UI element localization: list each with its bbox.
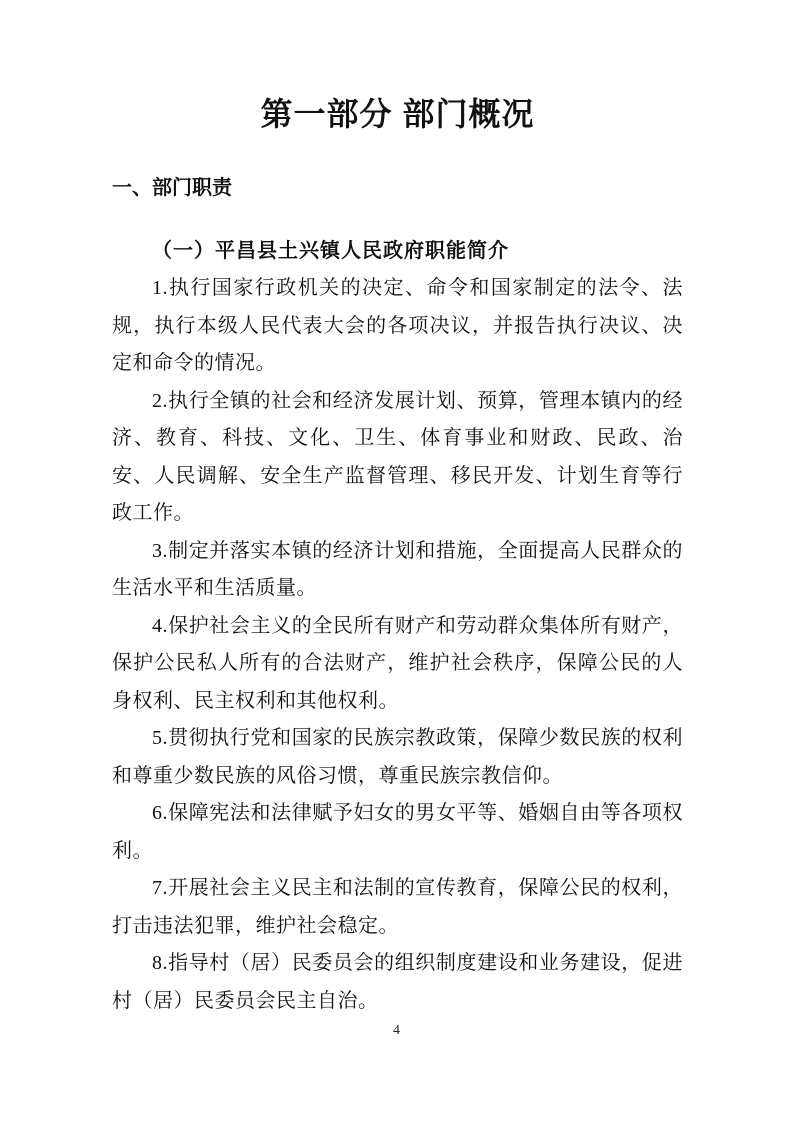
body-paragraph-7: 7.开展社会主义民主和法制的宣传教育，保障公民的权利，打击违法犯罪，维护社会稳定。 (112, 877, 683, 937)
body-paragraph-8: 8.指导村（居）民委员会的组织制度建设和业务建设，促进村（居）民委员会民主自治。 (112, 952, 683, 1012)
body-paragraph-4: 4.保护社会主义的全民所有财产和劳动群众集体所有财产，保护公民私人所有的合法财产，维护社会秩序，保障公民的人身权利、民主权利和其他权利。 (112, 614, 683, 712)
page-number: 4 (393, 1023, 400, 1038)
body-paragraph-6: 6.保障宪法和法律赋予妇女的男女平等、婚姻自由等各项权利。 (112, 802, 683, 862)
section-heading: 一、部门职责 (112, 177, 232, 199)
body-paragraph-2: 2.执行全镇的社会和经济发展计划、预算，管理本镇内的经济、教育、科技、文化、卫生、体育事业和财政、民政、治安、人民调解、安全生产监督管理、移民开发、计划生育等行政工作。 (112, 389, 683, 524)
body-paragraph-1: 1.执行国家行政机关的决定、命令和国家制定的法令、法规，执行本级人民代表大会的各项决议，并报告执行决议、决定和命令的情况。 (112, 277, 683, 374)
document-title: 第一部分 部门概况 (260, 96, 535, 132)
body-paragraph-5: 5.贯彻执行党和国家的民族宗教政策，保障少数民族的权利和尊重少数民族的风俗习惯，尊重民族宗教信仰。 (112, 727, 683, 787)
subsection-heading: （一）平昌县土兴镇人民政府职能简介 (152, 240, 509, 262)
document-content (112, 0, 683, 1020)
body-paragraph-3: 3.制定并落实本镇的经济计划和措施，全面提高人民群众的生活水平和生活质量。 (112, 539, 683, 599)
